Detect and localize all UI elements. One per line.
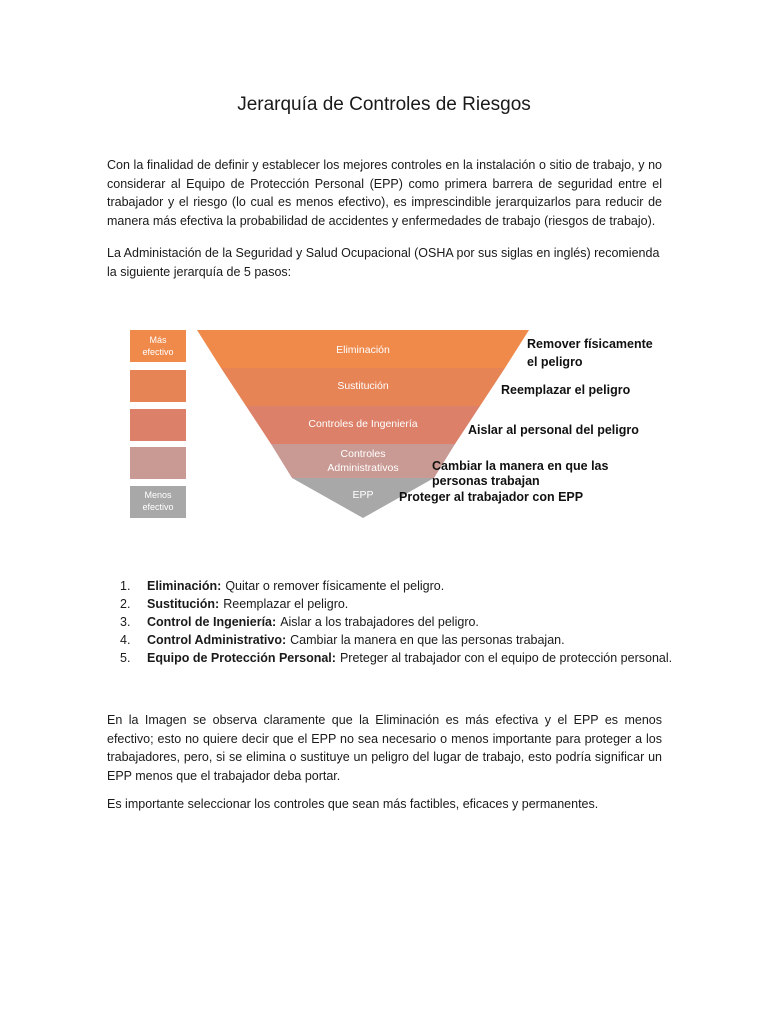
step-text: Preteger al trabajador con el equipo de protección personal. [339,651,673,665]
list-item [120,577,680,595]
description-sustitucion: Reemplazar el peligro [501,383,631,397]
hierarchy-diagram [125,326,665,522]
scale-top-label-2: efectivo [142,347,174,357]
description-eliminacion-2: el peligro [527,355,583,369]
description-ingenieria: Aislar al personal del peligro [468,423,639,437]
observation-paragraph: En la Imagen se observa claramente que la Eliminación es más efectiva y el EPP es menos efectivo; esto no quiere decir que el EPP no sea necesario o menos importante para proteger a los trabajadores, pero, si se elimina o sustituye un peligro del lugar de trabajo, esto podría significar un EPP menos que el trabajador deba portar. [107,713,662,783]
scale-box-2 [130,370,186,402]
step-label: Control de Ingeniería: [147,615,277,629]
list-item [120,595,680,613]
list-item [120,613,680,631]
step-text: Aislar a los trabajadores del peligro. [280,615,479,629]
page-title: Jerarquía de Controles de Riesgos [237,94,531,115]
level-label-sustitucion: Sustitución [337,380,389,392]
step-label: Sustitución: [147,597,220,611]
scale-bottom-label-2: efectivo [142,502,174,512]
conclusion-paragraph: Es importante seleccionar los controles que sean más factibles, eficaces y permanentes. [107,797,599,811]
scale-top-label-1: Más [149,335,167,345]
step-label: Control Administrativo: [147,633,287,647]
description-eliminacion-1: Remover físicamente [527,337,653,351]
step-number: 1. [120,579,131,593]
level-label-administrativos-2: Administrativos [327,462,399,474]
step-text: Cambiar la manera en que las personas trabajan. [290,633,565,647]
scale-box-3 [130,409,186,441]
description-administrativos-2: personas trabajan [432,474,540,488]
step-number: 3. [120,615,131,629]
level-label-administrativos-1: Controles [340,448,386,460]
level-label-eliminacion: Eliminación [336,344,390,356]
description-administrativos-1: Cambiar la manera en que las [432,459,609,473]
step-label: Equipo de Protección Personal: [147,651,336,665]
step-number: 4. [120,633,131,647]
step-text: Quitar o remover físicamente el peligro. [225,579,445,593]
list-item [120,631,680,649]
list-item [120,649,680,667]
osha-paragraph: La Administación de la Seguridad y Salud Ocupacional (OSHA por sus siglas en inglés) recomienda la siguiente jerarquía de 5 pasos: [107,246,660,279]
level-label-ingenieria: Controles de Ingeniería [308,418,418,430]
steps-list [120,577,680,667]
step-number: 2. [120,597,131,611]
intro-paragraph: Con la finalidad de definir y establecer los mejores controles en la instalación o sitio de trabajo, y no considerar al Equipo de Protección Personal (EPP) como primera barrera de seguridad entre el trabajador y el riesgo (lo cual es menos efectivo), es imprescindible jerarquizarlos para reducir de manera más efectiva la probabilidad de accidentes y enfermedades de trabajo (riesgos de trabajo). [107,158,662,228]
step-text: Reemplazar el peligro. [223,597,349,611]
description-epp: Proteger al trabajador con EPP [399,490,584,504]
step-number: 5. [120,651,131,665]
scale-box-4 [130,447,186,479]
scale-bottom-label-1: Menos [144,490,172,500]
step-label: Eliminación: [147,579,222,593]
level-label-epp: EPP [352,489,374,501]
